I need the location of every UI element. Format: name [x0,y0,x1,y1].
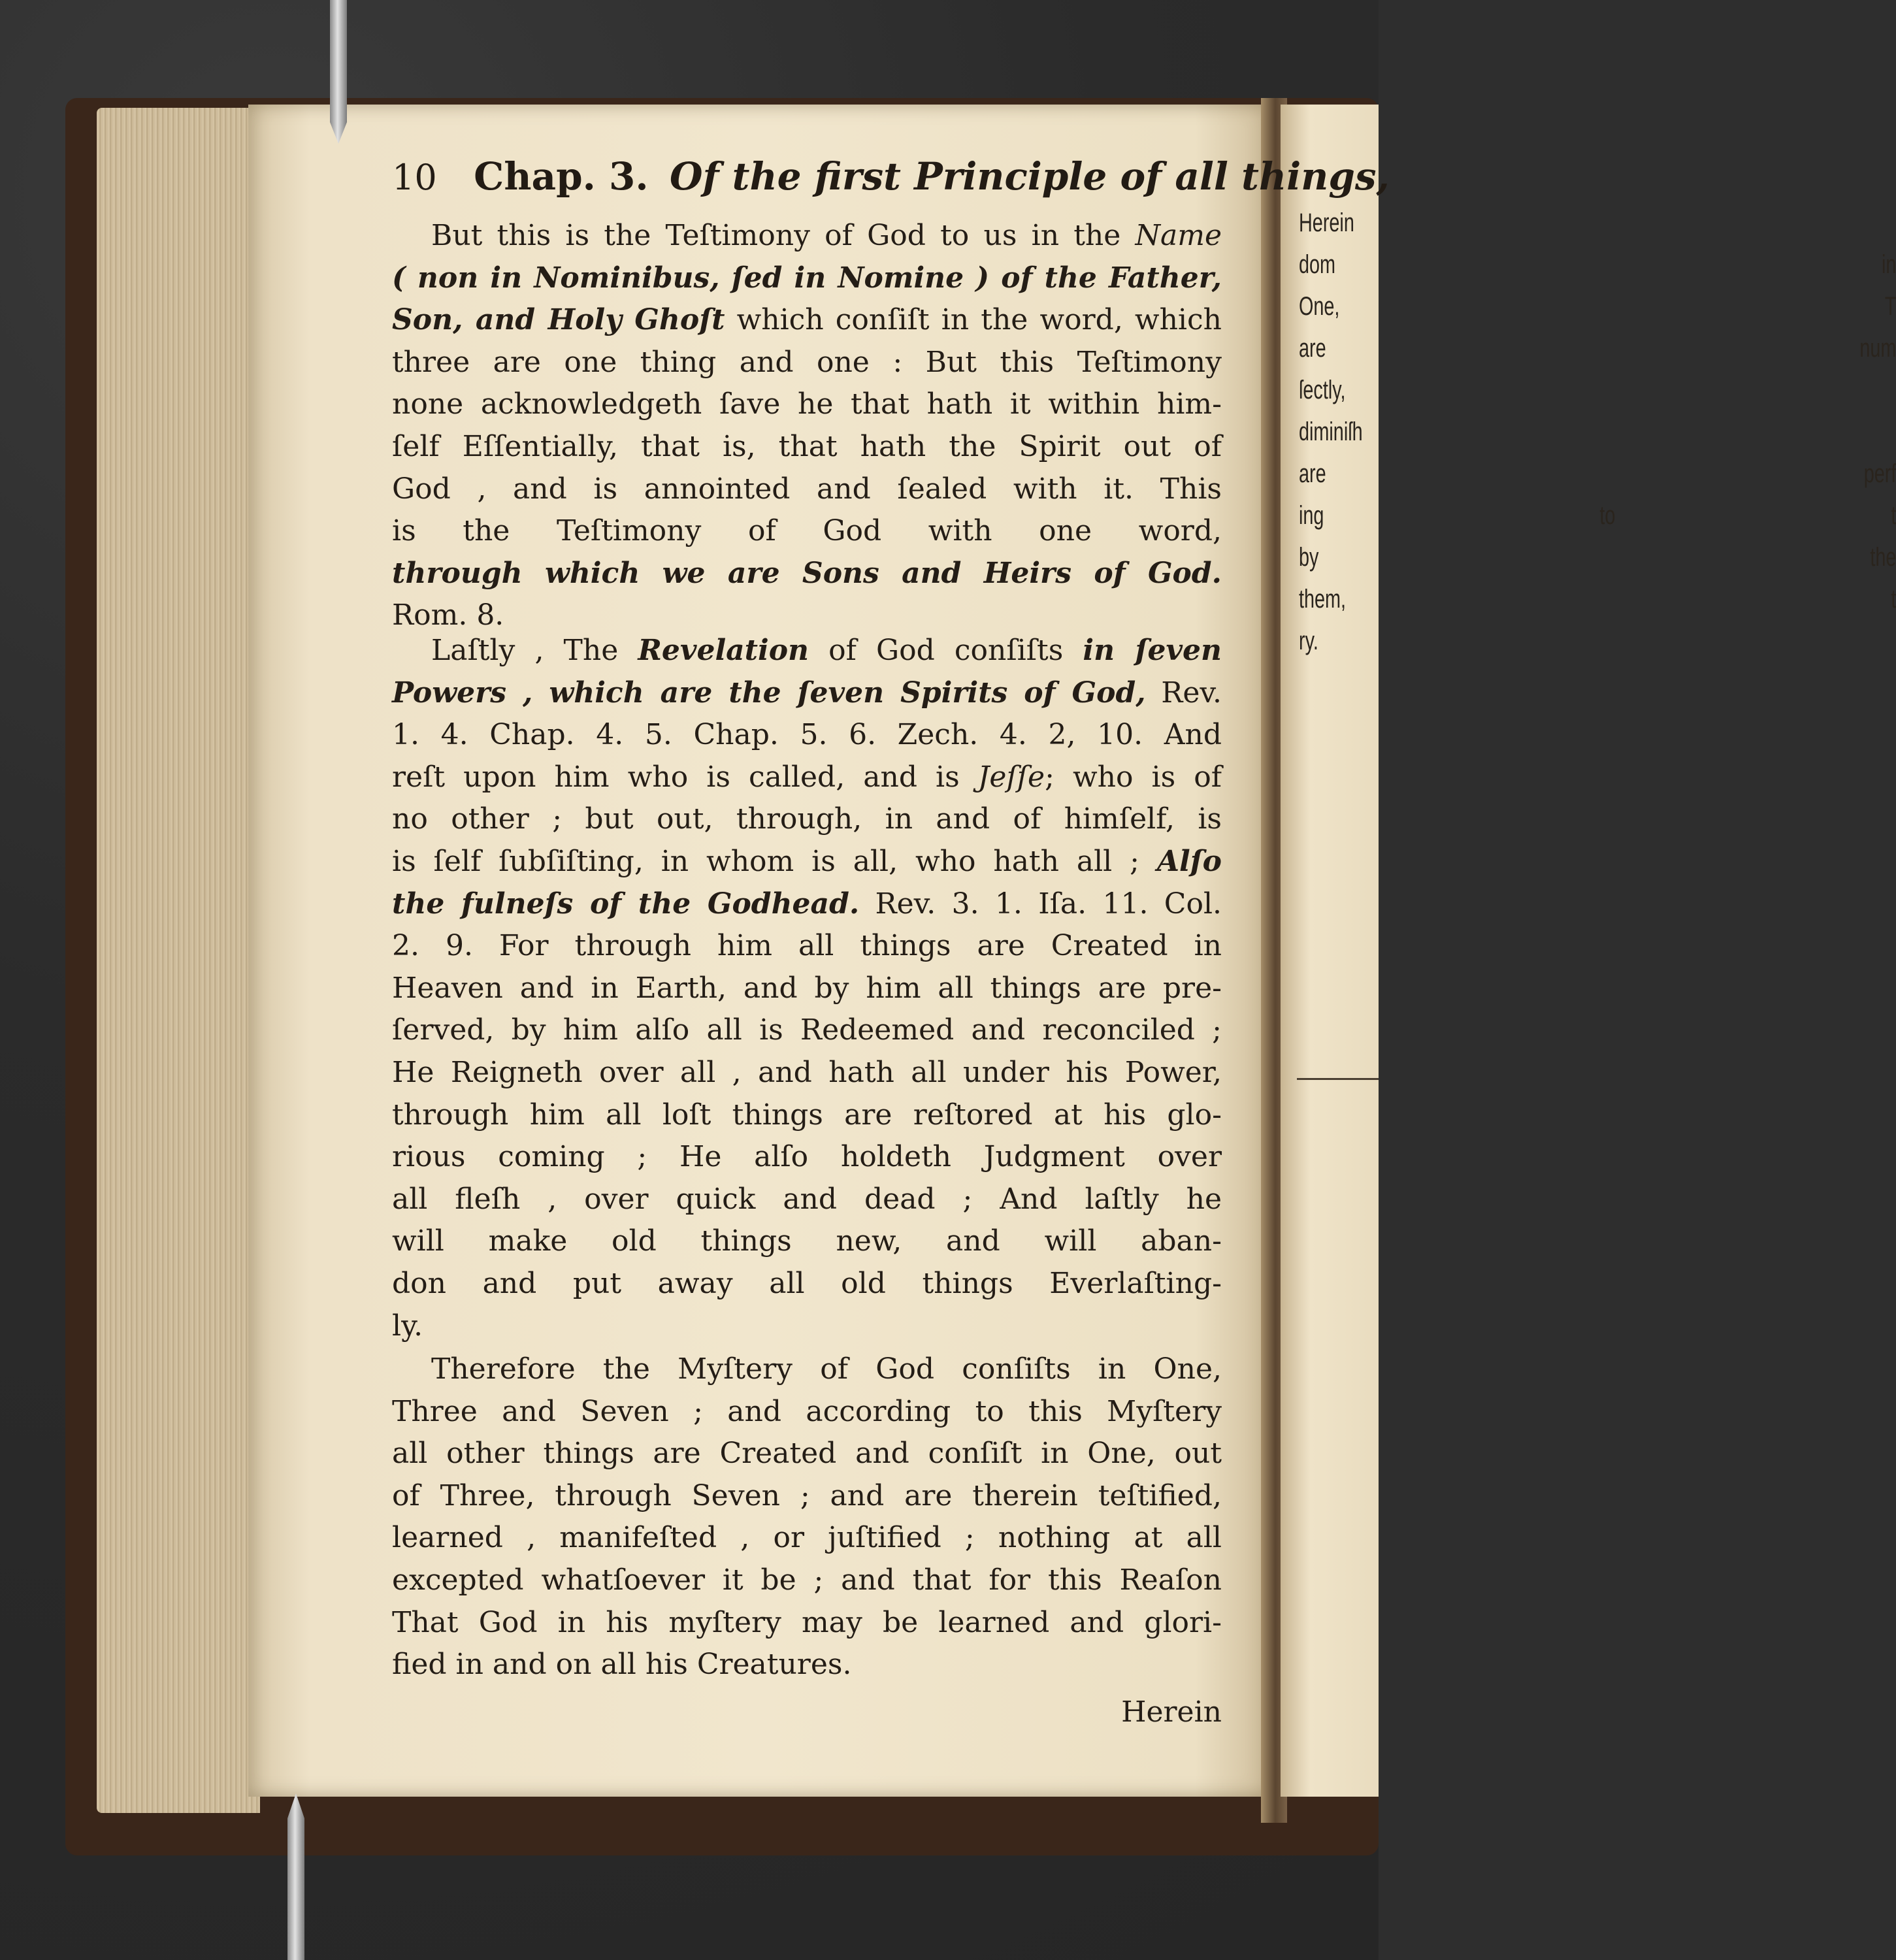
clip-pin-top [330,0,347,144]
text-run: is ſelf ſubſiſting, in whom is all, who hath all ; [392,845,1157,878]
text-run: ſerved, by him alſo all is Redeemed and reconciled ; [392,1013,1222,1047]
facing-page-line: them, t [1299,585,1896,613]
clip-pin-bottom [287,1793,304,1960]
facing-page-line: ry. [1299,627,1318,655]
text-run: He Reigneth over all , and hath all under his Power, [392,1056,1222,1089]
text-run: Therefore the Myſtery of God conſiſts in One, [431,1352,1222,1386]
text-line [392,926,1222,966]
page-fore-edge [97,108,260,1813]
facing-page-line: dom in [1299,250,1896,279]
text-run: fied in and on all his Creatures. [392,1648,852,1682]
facing-page-line: ſectly, [1299,376,1346,404]
text-line [392,1560,1222,1601]
text-run: ; who is of [1045,760,1222,794]
text-run: rious coming ; He alſo holdeth Judgment over [392,1140,1222,1174]
text-line [392,757,1222,798]
text-line [392,715,1222,755]
text-line [392,427,1222,467]
text-line [392,1644,1222,1685]
text-run: Jeſſe [977,760,1045,794]
text-line [392,1476,1222,1516]
text-run: Alſo [1156,845,1222,878]
text-line [392,673,1222,713]
text-line [392,1264,1222,1304]
text-line [392,1433,1222,1474]
text-run: Son, and Holy Ghoſt [392,303,725,337]
text-run: Rev. [1145,676,1222,710]
text-run: ſelf Eſſentially, that is, that hath the Spirit out of [392,430,1222,463]
text-run: Rev. 3. 1. Iſa. 11. Col. [859,887,1222,921]
text-line [392,884,1222,924]
facing-page [1281,105,1896,1797]
text-line [392,1349,1222,1390]
text-run: learned , manifeſted , or juſtified ; nothing at all [392,1521,1222,1555]
text-line [392,1306,1222,1347]
chapter-label: Chap. 3. [474,154,649,199]
text-run: of God conſiſts [809,634,1083,667]
text-run: excepted whatſoever it be ; and that for this Reaſon [392,1563,1222,1597]
text-line [392,1392,1222,1432]
text-run: Three and Seven ; and according to this Myſtery [392,1394,1222,1428]
facing-page-rule [1297,1078,1379,1080]
text-run: ly. [392,1309,423,1343]
text-run: Powers , which are the ſeven Spirits of God, [392,676,1146,710]
text-run: Laſtly , The [431,634,638,667]
chapter-title: Of the first Principle of all things, [670,154,1390,199]
facing-page-line: One, T [1299,292,1896,321]
text-run: the fulneſs of the Godhead. [392,887,860,921]
facing-page-line: Herein [1299,208,1354,237]
text-line [392,342,1222,383]
text-line [392,1179,1222,1220]
text-run: Name [1135,219,1222,252]
text-line [392,1053,1222,1093]
text-run: of Three, through Seven ; and are therein teſtified, [392,1478,1222,1512]
text-line [392,469,1222,510]
text-line [392,511,1222,551]
text-run: three are one thing and one : But this Teſtimony [392,345,1222,379]
text-line [392,1603,1222,1643]
text-line [392,799,1222,840]
text-line [392,1095,1222,1135]
text-run: reſt upon him who is called, and is [392,760,978,794]
text-run: Rom. 8. [392,598,504,632]
text-run: through him all loſt things are reſtored at his glo- [392,1098,1222,1132]
text-run: will make old things new, and will aban- [392,1224,1222,1258]
facing-page-line: are num [1299,334,1896,363]
text-line [392,841,1222,882]
text-run: in ſeven [1083,634,1222,667]
text-run: God , and is annointed and ſealed with it. This [392,472,1222,506]
facing-page-line: are perf [1299,459,1896,488]
text-run: Heaven and in Earth, and by him all things are pre- [392,971,1222,1005]
text-run: all other things are Created and conſiſt in One, out [392,1437,1222,1471]
text-run: That God in his myſtery may be learned and glori- [392,1605,1222,1639]
text-run: all fleſh , over quick and dead ; And laſtly he [392,1182,1222,1216]
facing-page-line: ing to t [1299,501,1896,530]
text-line [392,1137,1222,1177]
text-run: through which we are Sons and Heirs of God. [392,556,1222,590]
text-line [392,553,1222,594]
text-line [392,300,1222,340]
page-number: 10 [392,157,437,198]
text-run: none acknowledgeth ſave he that hath it within him- [392,387,1222,421]
page-header [392,154,1390,206]
text-line [392,216,1222,256]
text-run: 1. 4. Chap. 4. 5. Chap. 5. 6. Zech. 4. 2, 10. And [392,718,1222,752]
text-line [392,630,1222,671]
text-line [392,1518,1222,1558]
text-line [392,1221,1222,1262]
text-run: Revelation [638,634,809,667]
text-run: But this is the Teſtimony of God to us in the [431,219,1136,252]
text-run: 2. 9. For through him all things are Created in [392,929,1222,963]
text-line [392,968,1222,1009]
text-line [392,258,1222,299]
text-run: ( non in Nominibus, ſed in Nomine ) of the Father, [392,261,1222,295]
text-run: don and put away all old things Everlaſting- [392,1267,1222,1300]
text-run: which conſiſt in the word, which [725,303,1222,337]
facing-page-line: by the [1299,543,1896,572]
text-line [392,1010,1222,1051]
text-line [392,384,1222,425]
text-run: no other ; but out, through, in and of himſelf, is [392,802,1222,836]
facing-page-line: diminiſh [1299,417,1363,446]
text-run: is the Teſtimony of God with one word, [392,514,1222,548]
catchword: Herein [1121,1695,1222,1729]
